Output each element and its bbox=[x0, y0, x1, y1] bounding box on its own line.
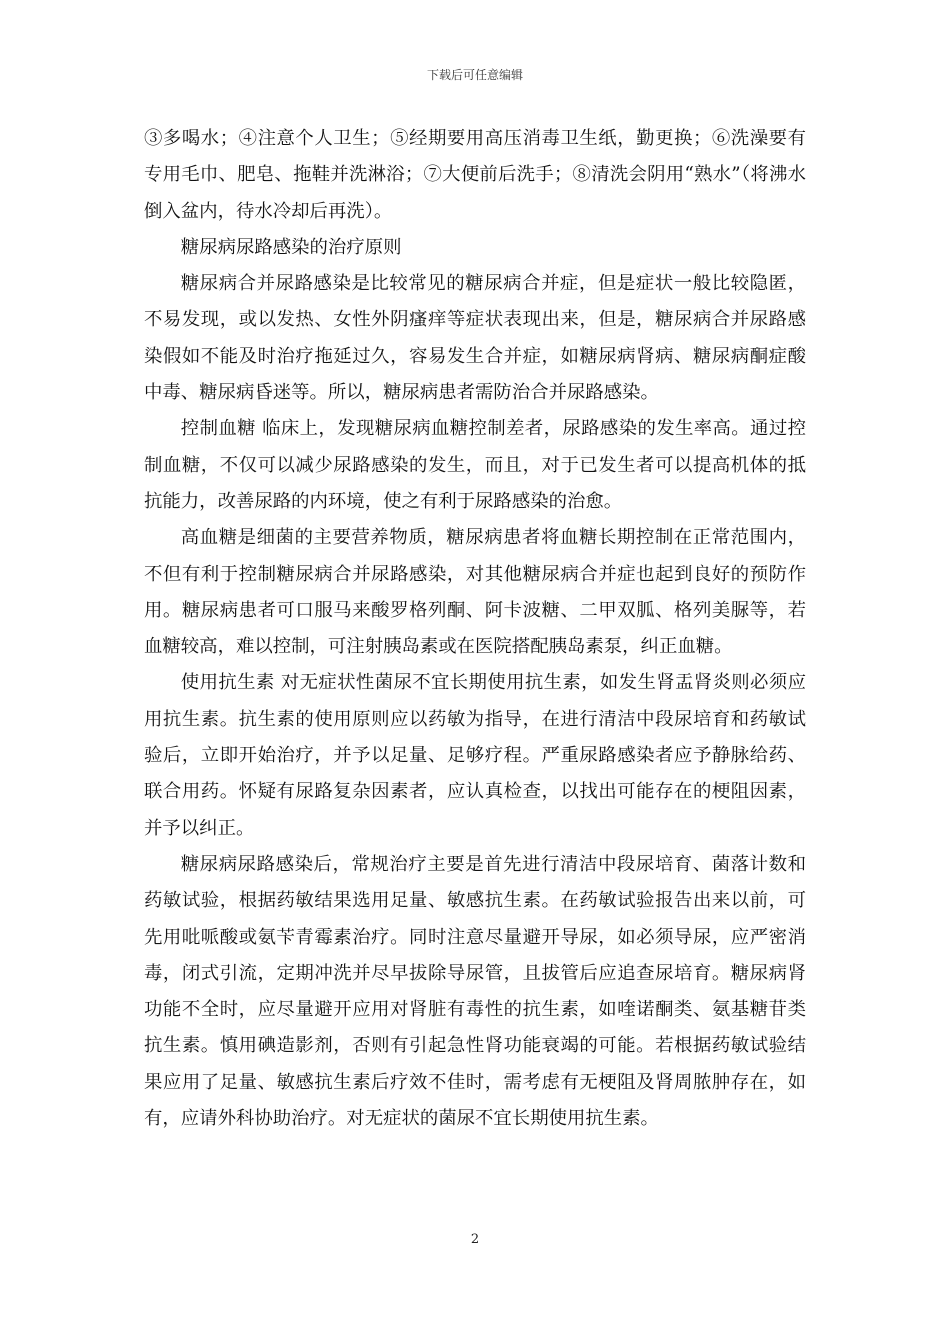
paragraph-high-blood-sugar: 高血糖是细菌的主要营养物质，糖尿病患者将血糖长期控制在正常范围内，不但有利于控制糖尿病合并尿路感染，对其他糖尿病合并症也起到良好的预防作用。糖尿病患者可口服马来酸罗格列酮、阿卡波糖、二甲双胍、格列美脲等，若血糖较高，难以控制，可注射胰岛素或在医院搭配胰岛素泵，纠正血糖。 bbox=[144, 527, 806, 658]
section-heading-treatment-principles: 糖尿病尿路感染的治疗原则 bbox=[180, 236, 402, 258]
paragraph-routine-treatment: 糖尿病尿路感染后，常规治疗主要是首先进行清洁中段尿培育、菌落计数和药敏试验，根据药敏结果选用足量、敏感抗生素。在药敏试验报告出来以前，可先用吡哌酸或氨苄青霉素治疗。同时注意尽量避开导尿，如必须导尿，应严密消毒，闭式引流，定期冲洗并尽早拔除导尿管，且拔管后应追查尿培育。糖尿病肾功能不全时，应尽量避开应用对肾脏有毒性的抗生素，如喹诺酮类、氨基糖苷类抗生素。慎用碘造影剂，否则有引起急性肾功能衰竭的可能。若根据药敏试验结果应用了足量、敏感抗生素后疗效不佳时，需考虑有无梗阻及肾周脓肿存在，如有，应请外科协助治疗。对无症状的菌尿不宜长期使用抗生素。 bbox=[144, 853, 806, 1130]
page-number: 2 bbox=[470, 1232, 480, 1247]
paragraph-hygiene-tips: ③多喝水；④注意个人卫生；⑤经期要用高压消毒卫生纸，勤更换；⑥洗澡要有专用毛巾、肥皂、拖鞋并洗淋浴；⑦大便前后洗手；⑧清洗会阴用“熟水”（将沸水倒入盆内，待水冷却后再洗）。 bbox=[144, 128, 806, 222]
paragraph-intro: 糖尿病合并尿路感染是比较常见的糖尿病合并症，但是症状一般比较隐匿，不易发现，或以发热、女性外阴瘙痒等症状表现出来，但是，糖尿病合并尿路感染假如不能及时治疗拖延过久，容易发生合并症，如糖尿病肾病、糖尿病酮症酸中毒、糖尿病昏迷等。所以，糖尿病患者需防治合并尿路感染。 bbox=[144, 273, 806, 404]
page-header: 下载后可任意编辑 bbox=[426, 68, 523, 82]
document-body bbox=[144, 121, 806, 1137]
paragraph-control-blood-sugar: 控制血糖 临床上，发现糖尿病血糖控制差者，尿路感染的发生率高。通过控制血糖，不仅可以减少尿路感染的发生，而且，对于已发生者可以提高机体的抵抗能力，改善尿路的内环境，使之有利于尿路感染的治愈。 bbox=[144, 418, 806, 512]
paragraph-antibiotics: 使用抗生素 对无症状性菌尿不宜长期使用抗生素，如发生肾盂肾炎则必须应用抗生素。抗生素的使用原则应以药敏为指导，在进行清洁中段尿培育和药敏试验后，立即开始治疗，并予以足量、足够疗程。严重尿路感染者应予静脉给药、联合用药。怀疑有尿路复杂因素者，应认真检查，以找出可能存在的梗阻因素，并予以纠正。 bbox=[144, 672, 806, 839]
